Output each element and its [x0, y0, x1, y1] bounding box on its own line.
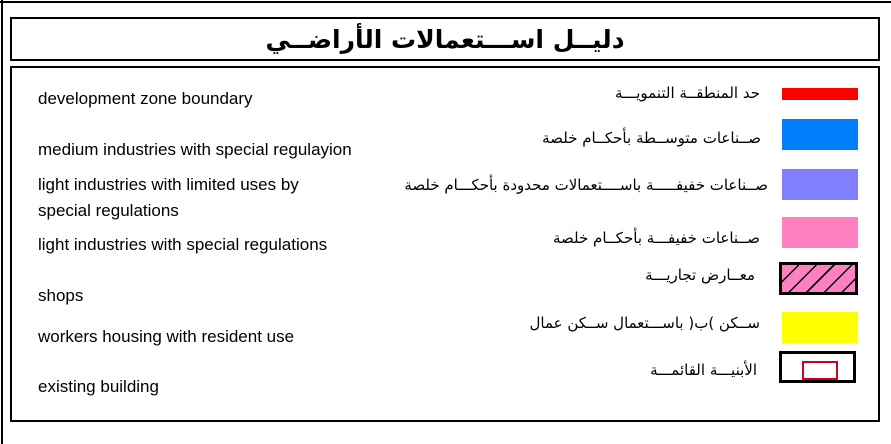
row-workers-housing-en: workers housing with resident use	[38, 327, 295, 346]
row-light-industries-limited-en: light industries with limited uses by special regulations	[38, 175, 299, 220]
legend-title: دليــل اســـتعمالات الأراضــي	[265, 24, 625, 54]
row-existing-building-ar: الأبنيـــة القائمـــة	[650, 361, 757, 379]
swatch-development-zone-boundary	[782, 88, 858, 100]
row-shops-en: shops	[38, 286, 84, 305]
swatch-workers-housing	[782, 312, 858, 343]
row-workers-housing-ar: ســكن )ب( باســـتعمال ســكن عمال	[529, 314, 760, 332]
page-edge-left-line	[1, 0, 3, 444]
swatch-light-industries-limited	[782, 169, 858, 200]
page-edge-top-line	[0, 1, 891, 3]
row-existing-building-en: existing building	[38, 377, 159, 396]
row-medium-industries-en: medium industries with special regulayion	[38, 140, 352, 159]
row-light-industries-limited-ar: صــناعات خفيفـــــة باســــتعمالات محدودة بأحكـــام خلصة	[404, 176, 768, 194]
legend-title-box	[10, 17, 880, 61]
row-shops-ar: معــارض تجاريـــة	[645, 266, 755, 284]
swatch-medium-industries	[782, 119, 858, 150]
row-development-zone-boundary-en: development zone boundary	[38, 89, 253, 108]
existing-building-red-outline-rect	[802, 361, 838, 380]
row-light-industries-special-ar: صــناعات خفيفـــة بأحكــام خلصة	[552, 229, 760, 247]
swatch-light-industries-special	[782, 217, 858, 248]
swatch-existing-building	[779, 351, 856, 383]
row-medium-industries-ar: صــناعات متوســطة بأحكــام خلصة	[542, 129, 761, 147]
swatch-shops-hatched	[779, 262, 858, 295]
row-light-industries-special-en: light industries with special regulations	[38, 235, 328, 254]
row-development-zone-boundary-ar: حد المنطقــة التنمويـــة	[615, 84, 760, 102]
